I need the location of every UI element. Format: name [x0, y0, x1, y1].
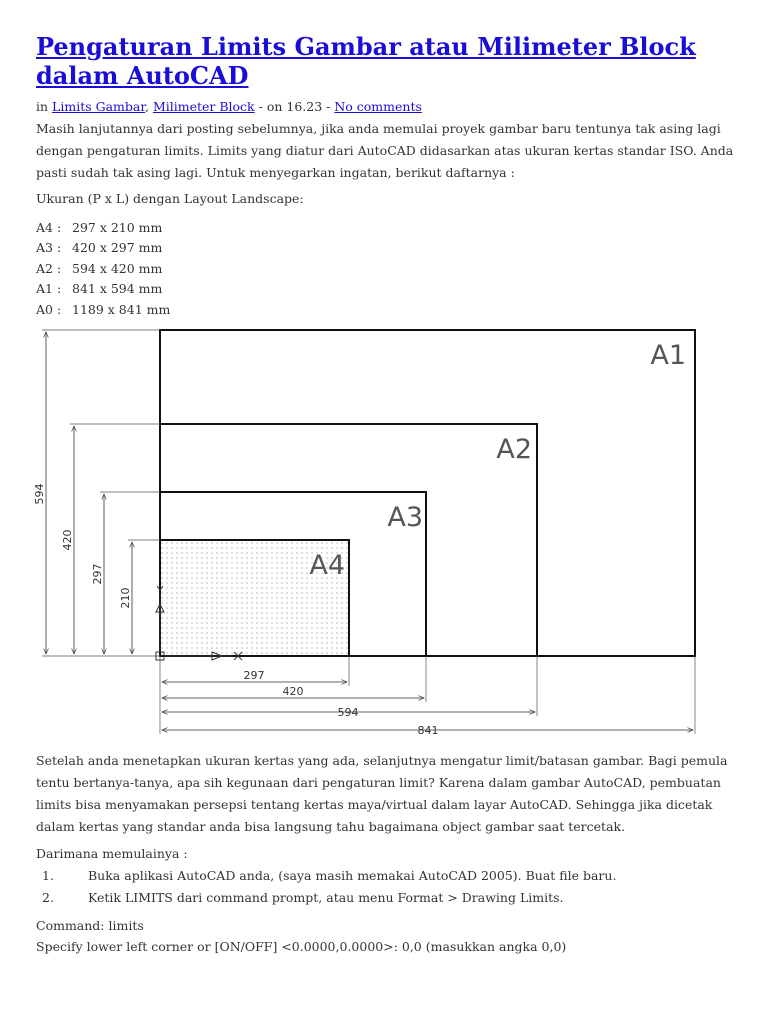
command-line: Command: limits: [36, 918, 144, 933]
size-row: [36, 300, 170, 320]
dim-h-594: 594: [337, 706, 359, 719]
step-number: 1.: [42, 868, 54, 883]
meta-time: - on 16.23 -: [258, 99, 331, 114]
size-row: [36, 238, 170, 258]
size-value: 420 x 297 mm: [72, 240, 163, 256]
list-item: [36, 865, 616, 887]
size-row: [36, 259, 170, 279]
steps-list: [36, 865, 616, 909]
step-number: 2.: [42, 890, 54, 905]
dim-h-841: 841: [417, 724, 439, 737]
size-name: A3 :: [36, 240, 62, 256]
post-meta: [36, 99, 422, 114]
dim-h-420: 420: [282, 685, 304, 698]
dim-v-594: 594: [33, 483, 46, 505]
horizontal-extension-lines: [160, 656, 695, 734]
tag-link-milimeter-block[interactable]: Milimeter Block: [152, 99, 255, 114]
dim-h-297: 297: [243, 669, 265, 682]
size-value: 841 x 594 mm: [72, 281, 163, 297]
size-value: 1189 x 841 mm: [72, 301, 171, 317]
size-value: 297 x 210 mm: [72, 220, 163, 235]
step-text: Ketik LIMITS dari command prompt, atau menu Format > Drawing Limits.: [88, 890, 564, 905]
list-item: [36, 887, 616, 909]
size-value: 594 x 420 mm: [72, 260, 163, 276]
meta-sep: ,: [144, 99, 149, 114]
dim-v-420: 420: [61, 529, 74, 551]
size-row: [36, 279, 170, 299]
specify-line: Specify lower left corner or [ON/OFF] <0.0000,0.0000>: 0,0 (masukkan angka 0,0): [36, 939, 567, 954]
vertical-extension-lines: [42, 330, 160, 656]
tag-link-limits-gambar[interactable]: Limits Gambar: [52, 99, 145, 114]
step-text: Buka aplikasi AutoCAD anda, (saya masih memakai AutoCAD 2005). Buat file baru.: [88, 868, 617, 883]
comments-link[interactable]: No comments: [334, 99, 422, 114]
sheet-label-a2: A2: [496, 434, 532, 465]
horizontal-dimension-lines: [162, 682, 693, 730]
size-name: A0 :: [36, 301, 62, 317]
dim-v-297: 297: [91, 563, 104, 585]
post-title-link[interactable]: Pengaturan Limits Gambar atau Milimeter Block dalam AutoCAD: [36, 32, 696, 90]
start-heading: Darimana memulainya :: [36, 846, 188, 861]
paper-size-diagram: [33, 322, 736, 742]
intro-paragraph: Masih lanjutannya dari posting sebelumnya, jika anda memulai proyek gambar baru tentunya tak asing lagi dengan pengaturan limits. Limits yang diatur dari AutoCAD didasarkan atas ukuran kertas standar ISO. Anda pasti sudah tak asing lagi. Untuk menyegarkan ingatan, berikut daftarnya :: [36, 121, 734, 180]
size-name: A2 :: [36, 260, 62, 276]
sheet-label-a4: A4: [309, 550, 345, 581]
sizes-heading: Ukuran (P x L) dengan Layout Landscape:: [36, 191, 304, 206]
paper-size-list: [36, 218, 170, 320]
sheet-label-a1: A1: [650, 340, 686, 371]
sheet-label-a3: A3: [387, 502, 423, 533]
size-name: A4 :: [36, 220, 62, 235]
size-row: [36, 218, 170, 238]
command-block: [36, 915, 566, 957]
limits-paragraph: Setelah anda menetapkan ukuran kertas yang ada, selanjutnya mengatur limit/batasan gambar. Bagi pemula tentu bertanya-tanya, apa sih kegunaan dari pengaturan limit? Karena dalam gambar AutoCAD, pembuatan limits bisa menyamakan persepsi tentang kertas maya/virtual dalam layar AutoCAD. Sehingga jika dicetak dalam kertas yang standar anda bisa langsung tahu bagaimana object gambar saat tercetak.: [36, 753, 728, 834]
size-name: A1 :: [36, 281, 62, 297]
dim-v-210: 210: [119, 587, 132, 609]
meta-prefix: in: [36, 99, 49, 114]
